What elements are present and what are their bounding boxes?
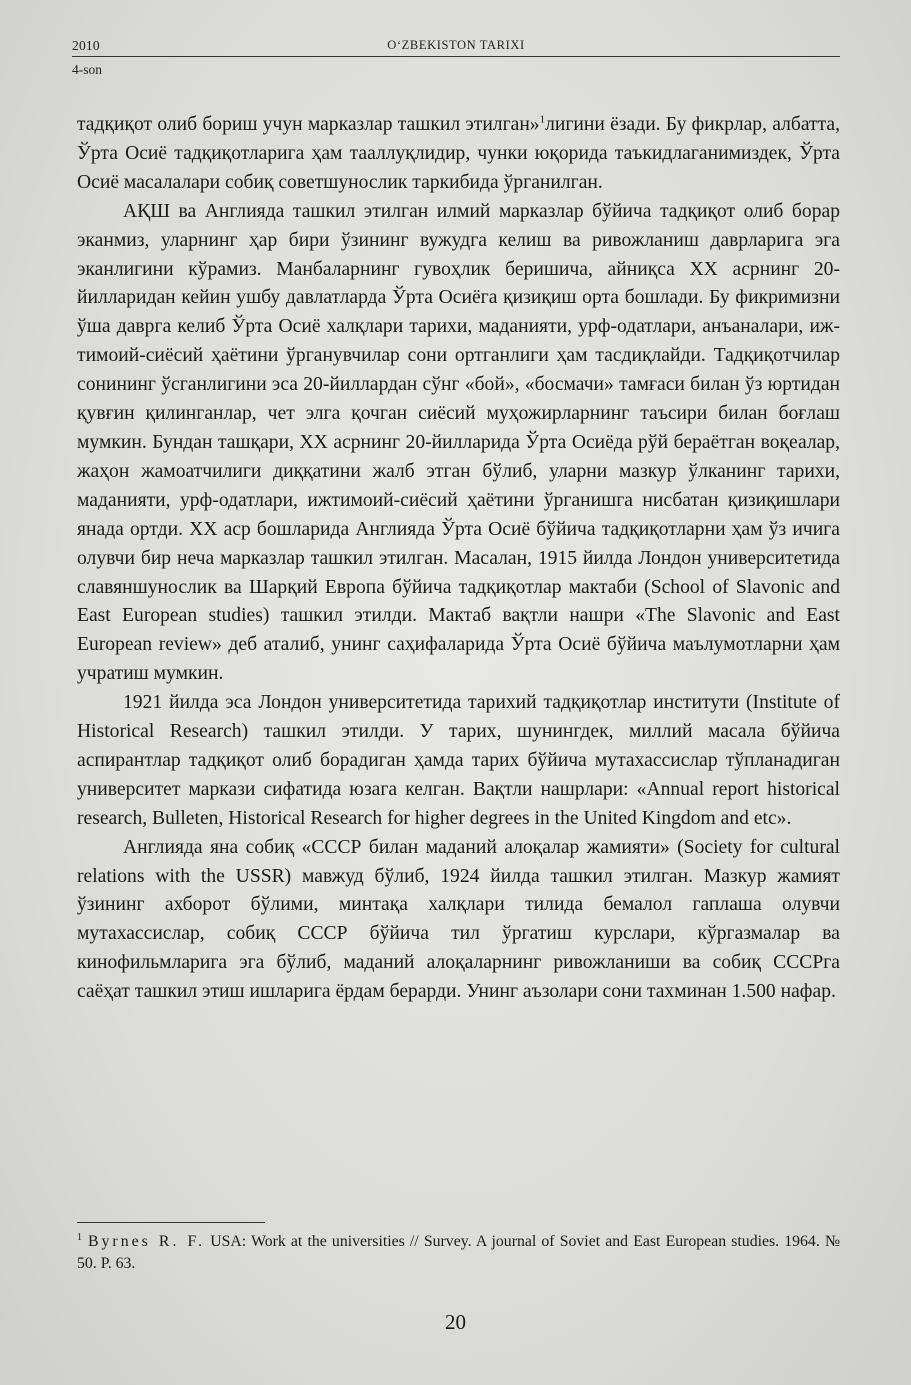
page-number: 20 [445, 1310, 466, 1334]
paragraph-1-text-b: лигини ёзади. Бу фикрлар, албатта, Ўрта Осиё тадқиқотларига ҳам тааллуқлидир, чунки юқорида таъкидлаганимиздек, Ўрта Осиё масалалари собиқ советшунослик таркибида ўрганилган. [77, 114, 840, 193]
paragraph-1-text-a: тадқиқот олиб бориш учун марказлар ташкил этилган» [77, 114, 540, 135]
paragraph-4: Англияда яна собиқ «СССР билан маданий алоқалар жамияти» (Society for cultural relations with the USSR) мавжуд бўлиб, 1924 йилда ташкил этилган. Мазкур жамият ўзининг ахборот бўлими, минтақа халқлари тилида бемалол гаплаша олувчи мутахассислар, собиқ СССР бўйича тил ўргатиш курслари, кўргазмалар ва кинофильмларига эга бўлиб, маданий алоқаларнинг ривожланиши ва собиқ СССРга саёҳат ташкил этиш ишларига ёрдам берарди. Унинг аъзолари сони тахминан 1.500 нафар. [77, 836, 840, 1003]
footnote-rule [77, 1222, 265, 1223]
paragraph-1 [77, 111, 840, 198]
article-body [77, 111, 840, 1007]
header-journal-title: O‘ZBEKISTON TARIXI [387, 38, 525, 52]
header-year: 2010 [72, 38, 100, 53]
footnote-text: USA: Work at the universities // Survey. A journal of Soviet and East European studies. 1964. № 50. P. 63. [77, 1233, 841, 1272]
running-head [72, 36, 840, 56]
footnote-author: Byrnes R. F. [88, 1233, 206, 1250]
header-issue: 4-son [72, 62, 102, 77]
footnote-reference: 1 [539, 113, 546, 126]
footnote-number: 1 [77, 1231, 82, 1243]
header-rule [72, 56, 840, 57]
paragraph-3: 1921 йилда эса Лондон университетида тарихий тадқиқотлар институти (Institute of Historical Research) ташкил этилди. У тарих, шунингдек, миллий масала бўйича аспирантлар тадқиқот олиб борадиган ҳамда тарих бўйича мутахассислар тўпланадиган университет маркази сифатида юзага келган. Вақтли нашрлари: «Annual report historical research, Bulleten, Historical Research for higher degrees in the United Kingdom and etc». [77, 692, 840, 829]
footnote [77, 1231, 840, 1274]
paragraph-2: АҚШ ва Англияда ташкил этилган илмий марказлар бўйича тадқиқот олиб борар эканмиз, уларнинг ҳар бири ўзининг вужудга келиш ва ривожланиш даврларига эга эканлигини кўрамиз. Манбаларнинг гувоҳлик беришича, айниқса ХХ асрнинг 20-йилларидан кейин ушбу давлатларда Ўрта Осиёга қизиқиш орта бошлади. Бу фикримизни ўша даврга келиб Ўрта Осиё халқлари тарихи, маданияти, урф-одатлари, анъаналари, ижтимоий-сиёсий ҳаётини ўрганувчилар сони ортганлиги ҳам тасдиқлайди. Тадқиқотчилар сонининг ўсганлигини эса 20-йиллардан сўнг «бой», «босмачи» тамғаси билан ўз юртидан қувғин қилинганлар, чет элга қочган сиёсий муҳожирларнинг таъсири билан боғлаш мумкин. Бундан ташқари, ХХ асрнинг 20-йилларида Ўрта Осиёда рўй бераётган воқеалар, жаҳон жамоатчилиги диққатини жалб этган бўлиб, уларни мазкур ўлканинг тарихи, маданияти, урф-одатлари, ижтимоий-сиёсий ҳаётини ўрганишга нисбатан қизиқишлари янада ортди. ХХ аср бошларида Англияда Ўрта Осиё бўйича тадқиқотларни ҳам ўз ичига олувчи бир неча марказлар ташкил этилган. Масалан, 1915 йилда Лондон университетида славяншунослик ва Шарқий Европа бўйича тадқиқотлар мактаби (School of Slavonic and East European studies) ташкил этилди. Мактаб вақтли нашри «The Slavonic and East European review» деб аталиб, унинг саҳифаларида Ўрта Осиё бўйича маълумотларни ҳам учратиш мумкин. [77, 200, 840, 685]
